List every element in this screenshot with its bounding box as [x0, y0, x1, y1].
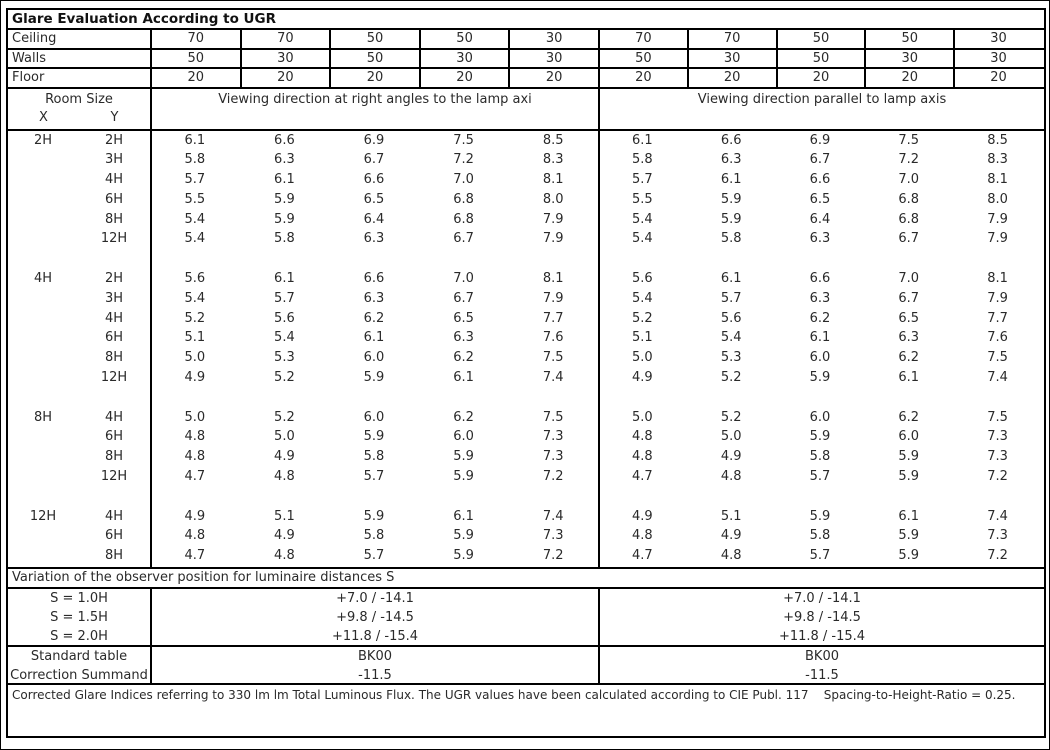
variation-value: +9.8 / -14.5: [783, 609, 861, 625]
ugr-value: 7.5: [987, 350, 1008, 366]
ugr-value: 7.9: [542, 290, 564, 306]
ugr-value: 4.9: [184, 370, 206, 386]
surface-row-label: Ceiling: [12, 31, 57, 46]
summary-block: [8, 645, 1044, 683]
ugr-value: 6.3: [720, 152, 742, 168]
ugr-value: 5.8: [184, 152, 206, 168]
reflectance-value: 70: [150, 30, 240, 48]
ugr-value: 6.5: [363, 191, 385, 207]
ugr-value: 5.9: [898, 548, 920, 564]
ugr-value: 6.2: [809, 310, 831, 326]
room-size-y-value: 8H: [104, 211, 124, 227]
ugr-value: 6.7: [898, 231, 920, 247]
xy-labels: [8, 109, 150, 129]
ugr-value: 7.5: [898, 132, 920, 148]
ugr-value: 6.3: [363, 290, 385, 306]
room-size-y-value: 4H: [104, 508, 124, 524]
reflectance-value: 70: [687, 30, 776, 48]
ugr-value: 5.2: [184, 310, 206, 326]
ugr-value: 7.3: [987, 429, 1008, 445]
room-size-y-value: 6H: [104, 330, 124, 346]
ugr-value: 5.9: [898, 449, 920, 465]
ugr-value: 4.7: [184, 548, 206, 564]
ugr-value: 6.3: [809, 290, 831, 306]
ugr-value: 5.1: [632, 330, 653, 346]
reflectance-value: 20: [419, 69, 509, 87]
ugr-value: 7.4: [987, 508, 1008, 524]
room-size-y-value: 8H: [104, 449, 124, 465]
ugr-value: 5.7: [363, 548, 385, 564]
reflectance-value: 50: [864, 30, 953, 48]
ugr-value: 7.4: [987, 370, 1008, 386]
ugr-value: 7.9: [987, 231, 1008, 247]
room-size-y-value: 3H: [104, 290, 124, 306]
ugr-value: 7.5: [987, 409, 1008, 425]
ugr-value: 5.9: [453, 528, 474, 544]
summary-value: -11.5: [358, 667, 392, 683]
ugr-value: 4.8: [632, 449, 653, 465]
ugr-value: 5.9: [453, 449, 474, 465]
variation-value: +11.8 / -15.4: [778, 629, 866, 645]
ugr-value: 8.1: [987, 271, 1008, 287]
ugr-value: 6.3: [898, 330, 920, 346]
ugr-value: 5.8: [632, 152, 653, 168]
ugr-value: 7.4: [542, 508, 564, 524]
ugr-value: 7.0: [453, 271, 474, 287]
room-size-y-value: 6H: [104, 191, 124, 207]
ugr-value: 5.0: [720, 429, 742, 445]
reflectance-value: 30: [864, 50, 953, 68]
s-distance-label: S = 2.0H: [50, 629, 108, 645]
y-column-label: Y: [110, 109, 119, 125]
summary-value: -11.5: [805, 667, 839, 683]
ugr-value: 4.9: [184, 508, 206, 524]
ugr-value: 6.1: [720, 172, 742, 188]
ugr-value: 5.6: [184, 271, 206, 287]
ugr-value: 4.8: [184, 429, 206, 445]
ugr-value: 5.7: [184, 172, 206, 188]
ugr-value: 5.9: [453, 548, 474, 564]
ugr-value: 5.4: [632, 211, 653, 227]
ugr-value: 5.9: [363, 429, 385, 445]
reflectance-value: 50: [419, 30, 509, 48]
room-size-header: [8, 89, 150, 129]
ugr-value: 6.2: [453, 350, 474, 366]
ugr-value: 7.3: [542, 528, 564, 544]
ugr-value: 6.7: [898, 290, 920, 306]
ugr-value: 5.6: [274, 310, 295, 326]
ugr-value: 4.9: [720, 449, 742, 465]
ugr-value: 4.8: [274, 469, 295, 485]
surface-row: [8, 28, 1044, 48]
ugr-value: 5.4: [632, 290, 653, 306]
ugr-value: 5.6: [632, 271, 653, 287]
ugr-value: 4.8: [720, 548, 742, 564]
ugr-value: 6.7: [453, 231, 474, 247]
room-size-y-value: 6H: [104, 429, 124, 445]
room-size-y-value: 8H: [104, 548, 124, 564]
reflectance-value: 20: [240, 69, 330, 87]
ugr-value: 7.9: [987, 290, 1008, 306]
ugr-value: 5.4: [184, 290, 206, 306]
ugr-value: 6.5: [898, 310, 920, 326]
ugr-value: 5.7: [720, 290, 742, 306]
reflectance-value: 20: [598, 69, 687, 87]
ugr-value: 6.8: [898, 191, 920, 207]
ugr-value: 5.0: [632, 350, 653, 366]
ugr-value: 4.7: [632, 548, 653, 564]
ugr-value: 7.3: [987, 449, 1008, 465]
ugr-table: [6, 8, 1046, 738]
ugr-value: 5.0: [184, 409, 206, 425]
variation-value: +9.8 / -14.5: [336, 609, 414, 625]
ugr-value: 7.5: [453, 132, 474, 148]
ugr-value: 7.2: [987, 548, 1008, 564]
ugr-value: 5.0: [274, 429, 295, 445]
reflectance-value: 20: [864, 69, 953, 87]
ugr-value: 7.7: [542, 310, 564, 326]
ugr-value: 5.9: [809, 508, 831, 524]
surface-reflectance-rows: [8, 28, 1044, 87]
ugr-value: 8.1: [987, 172, 1008, 188]
ugr-data-grid: [8, 131, 1044, 567]
ugr-value: 4.9: [720, 528, 742, 544]
ugr-value: 5.9: [453, 469, 474, 485]
ugr-value: 5.4: [184, 211, 206, 227]
ugr-value: 5.0: [632, 409, 653, 425]
ugr-value: 4.7: [184, 469, 206, 485]
reflectance-value: 70: [240, 30, 330, 48]
ugr-value: 6.8: [453, 211, 474, 227]
ugr-value: 5.2: [720, 409, 742, 425]
ugr-value: 4.8: [184, 449, 206, 465]
ugr-value: 5.9: [274, 211, 295, 227]
ugr-value: 6.0: [898, 429, 920, 445]
ugr-value: 5.2: [274, 370, 295, 386]
viewing-direction-parallel-header: Viewing direction parallel to lamp axis: [598, 89, 1044, 129]
ugr-value: 8.3: [542, 152, 564, 168]
reflectance-value: 20: [329, 69, 419, 87]
reflectance-value: 30: [508, 50, 598, 68]
ugr-value: 7.0: [898, 271, 920, 287]
ugr-value: 6.2: [363, 310, 385, 326]
ugr-value: 4.9: [274, 528, 295, 544]
ugr-value: 7.5: [542, 409, 564, 425]
ugr-value: 6.1: [274, 271, 295, 287]
ugr-value: 5.6: [720, 310, 742, 326]
ugr-value: 6.1: [720, 271, 742, 287]
ugr-value: 5.4: [632, 231, 653, 247]
s-distance-label: S = 1.0H: [50, 590, 108, 606]
ugr-value: 7.6: [542, 330, 564, 346]
ugr-value: 7.0: [898, 172, 920, 188]
ugr-value: 4.9: [274, 449, 295, 465]
ugr-value: 5.5: [632, 191, 653, 207]
ugr-value: 6.2: [898, 350, 920, 366]
ugr-value: 4.7: [632, 469, 653, 485]
room-size-y-value: 12H: [100, 231, 128, 247]
ugr-data-area: [8, 129, 1044, 567]
ugr-value: 5.9: [898, 469, 920, 485]
ugr-value: 5.7: [632, 172, 653, 188]
surface-row-label: Walls: [12, 50, 46, 66]
summary-value: BK00: [805, 648, 839, 664]
ugr-value: 6.9: [363, 132, 385, 148]
variation-values-right-angles: [150, 589, 598, 645]
ugr-value: 7.2: [542, 469, 564, 485]
ugr-value: 6.3: [453, 330, 474, 346]
variation-value: +7.0 / -14.1: [783, 590, 861, 606]
ugr-value: 6.3: [363, 231, 385, 247]
column-divider: [150, 131, 152, 567]
room-size-label: Room Size: [45, 91, 113, 107]
room-size-x-value: 12H: [29, 508, 57, 524]
room-size-y-value: 2H: [104, 271, 124, 287]
ugr-value: 7.2: [898, 152, 920, 168]
ugr-value: 5.9: [274, 191, 295, 207]
ugr-value: 7.5: [542, 350, 564, 366]
room-size-x-value: 2H: [33, 132, 53, 148]
room-size-y-value: 12H: [100, 469, 128, 485]
ugr-value: 5.8: [274, 231, 295, 247]
ugr-value: 6.1: [274, 172, 295, 188]
ugr-value: 5.2: [274, 409, 295, 425]
ugr-value: 8.0: [987, 191, 1008, 207]
ugr-value: 6.0: [809, 350, 831, 366]
room-size-y-value: 6H: [104, 528, 124, 544]
variation-value: +11.8 / -15.4: [331, 629, 419, 645]
surface-row: [8, 67, 1044, 87]
ugr-value: 6.5: [809, 191, 831, 207]
ugr-value: 6.6: [720, 132, 742, 148]
reflectance-value: 50: [598, 50, 687, 68]
ugr-value: 4.8: [720, 469, 742, 485]
ugr-value: 6.6: [274, 132, 295, 148]
room-size-x-value: 4H: [33, 271, 53, 287]
s-distance-label: S = 1.5H: [50, 609, 108, 625]
ugr-value: 7.0: [453, 172, 474, 188]
ugr-value: 5.9: [809, 429, 831, 445]
ugr-value: 4.9: [632, 508, 653, 524]
reflectance-value: 30: [687, 50, 776, 68]
reflectance-value: 20: [776, 69, 865, 87]
ugr-value: 5.8: [809, 449, 831, 465]
ugr-value: 6.1: [632, 132, 653, 148]
reflectance-value: 30: [953, 30, 1042, 48]
ugr-value: 5.5: [184, 191, 206, 207]
ugr-value: 5.2: [632, 310, 653, 326]
ugr-value: 5.4: [274, 330, 295, 346]
ugr-value: 7.7: [987, 310, 1008, 326]
ugr-value: 6.4: [363, 211, 385, 227]
ugr-value: 6.0: [453, 429, 474, 445]
ugr-value: 7.3: [542, 449, 564, 465]
ugr-value: 6.9: [809, 132, 831, 148]
reflectance-value: 30: [240, 50, 330, 68]
ugr-value: 8.1: [542, 172, 564, 188]
ugr-value: 6.1: [809, 330, 831, 346]
reflectance-value: 70: [598, 30, 687, 48]
reflectance-value: 30: [508, 30, 598, 48]
ugr-value: 7.3: [987, 528, 1008, 544]
ugr-value: 5.1: [720, 508, 742, 524]
variation-value: +7.0 / -14.1: [336, 590, 414, 606]
ugr-value: 5.8: [720, 231, 742, 247]
room-size-y-value: 4H: [104, 310, 124, 326]
room-size-y-value: 4H: [104, 409, 124, 425]
ugr-value: 5.8: [809, 528, 831, 544]
ugr-value: 7.9: [987, 211, 1008, 227]
reflectance-value: 20: [508, 69, 598, 87]
ugr-value: 6.6: [809, 172, 831, 188]
group-divider: [598, 131, 600, 567]
ugr-value: 6.6: [363, 271, 385, 287]
ugr-value: 7.2: [453, 152, 474, 168]
ugr-value: 7.3: [542, 429, 564, 445]
reflectance-value: 50: [776, 50, 865, 68]
ugr-value: 4.8: [632, 429, 653, 445]
ugr-value: 5.9: [898, 528, 920, 544]
ugr-value: 6.1: [453, 508, 474, 524]
ugr-value: 6.1: [898, 508, 920, 524]
x-column-label: X: [39, 109, 48, 125]
ugr-value: 5.8: [363, 528, 385, 544]
ugr-value: 6.1: [453, 370, 474, 386]
reflectance-value: 50: [776, 30, 865, 48]
footer-note: Corrected Glare Indices referring to 330 lm lm Total Luminous Flux. The UGR values have been calculated according to CIE Publ. 117 Spacing-to-Height-Ratio = 0.25.: [8, 683, 1044, 736]
ugr-value: 5.9: [720, 211, 742, 227]
ugr-value: 6.0: [363, 350, 385, 366]
room-size-y-value: 8H: [104, 350, 124, 366]
ugr-value: 6.3: [809, 231, 831, 247]
ugr-value: 7.2: [987, 469, 1008, 485]
ugr-value: 5.1: [274, 508, 295, 524]
ugr-value: 7.4: [542, 370, 564, 386]
ugr-value: 5.9: [363, 370, 385, 386]
ugr-value: 6.6: [809, 271, 831, 287]
room-size-y-value: 12H: [100, 370, 128, 386]
ugr-value: 5.8: [363, 449, 385, 465]
reflectance-value: 50: [150, 50, 240, 68]
ugr-value: 5.3: [720, 350, 742, 366]
ugr-value: 6.2: [898, 409, 920, 425]
reflectance-value: 20: [953, 69, 1042, 87]
reflectance-value: 50: [329, 50, 419, 68]
surface-row: [8, 48, 1044, 68]
reflectance-value: 20: [150, 69, 240, 87]
ugr-value: 6.3: [274, 152, 295, 168]
ugr-value: 5.0: [184, 350, 206, 366]
ugr-value: 6.1: [898, 370, 920, 386]
reflectance-value: 50: [329, 30, 419, 48]
ugr-value: 7.6: [987, 330, 1008, 346]
ugr-value: 6.2: [453, 409, 474, 425]
variation-values-parallel: [598, 589, 1044, 645]
ugr-value: 8.1: [542, 271, 564, 287]
observer-variation-block: [8, 587, 1044, 645]
ugr-value: 6.7: [809, 152, 831, 168]
ugr-value: 5.7: [274, 290, 295, 306]
ugr-value: 5.2: [720, 370, 742, 386]
reflectance-value: 30: [953, 50, 1042, 68]
ugr-value: 8.0: [542, 191, 564, 207]
viewing-direction-right-angles-header: Viewing direction at right angles to the lamp axi: [150, 89, 598, 129]
ugr-value: 4.8: [274, 548, 295, 564]
room-size-y-value: 4H: [104, 172, 124, 188]
ugr-value: 7.2: [542, 548, 564, 564]
ugr-value: 6.7: [453, 290, 474, 306]
ugr-value: 5.9: [720, 191, 742, 207]
ugr-value: 5.4: [184, 231, 206, 247]
summary-values-parallel: [598, 647, 1044, 683]
table-title: Glare Evaluation According to UGR: [12, 11, 276, 27]
ugr-value: 6.5: [453, 310, 474, 326]
ugr-value: 6.8: [898, 211, 920, 227]
ugr-value: 6.8: [453, 191, 474, 207]
column-header-row: [8, 87, 1044, 129]
ugr-value: 5.3: [274, 350, 295, 366]
room-size-y-value: 3H: [104, 152, 124, 168]
summary-label: Standard table: [30, 648, 128, 664]
ugr-value: 6.1: [363, 330, 385, 346]
ugr-value: 5.7: [809, 548, 831, 564]
ugr-value: 7.9: [542, 231, 564, 247]
ugr-value: 5.4: [720, 330, 742, 346]
ugr-value: 8.5: [542, 132, 564, 148]
summary-labels: [8, 647, 150, 683]
ugr-value: 5.7: [809, 469, 831, 485]
s-distance-labels: [8, 589, 150, 645]
variation-title: Variation of the observer position for luminaire distances S: [8, 567, 1044, 587]
summary-label: Correction Summand: [10, 667, 148, 683]
ugr-value: 6.1: [184, 132, 206, 148]
ugr-value: 6.0: [363, 409, 385, 425]
summary-values-right-angles: [150, 647, 598, 683]
ugr-value: 5.9: [809, 370, 831, 386]
reflectance-value: 30: [419, 50, 509, 68]
ugr-value: 6.4: [809, 211, 831, 227]
summary-value: BK00: [358, 648, 392, 664]
ugr-value: 4.8: [184, 528, 206, 544]
reflectance-value: 20: [687, 69, 776, 87]
surface-row-label: Floor: [12, 70, 45, 85]
ugr-value: 6.0: [809, 409, 831, 425]
ugr-value: 4.9: [632, 370, 653, 386]
ugr-value: 4.8: [632, 528, 653, 544]
room-size-x-value: 8H: [33, 409, 53, 425]
ugr-value: 8.5: [987, 132, 1008, 148]
room-size-y-value: 2H: [104, 132, 124, 148]
ugr-value: 5.9: [363, 508, 385, 524]
ugr-value: 7.9: [542, 211, 564, 227]
ugr-value: 6.6: [363, 172, 385, 188]
ugr-value: 5.7: [363, 469, 385, 485]
ugr-value: 8.3: [987, 152, 1008, 168]
ugr-value: 5.1: [184, 330, 206, 346]
ugr-value: 6.7: [363, 152, 385, 168]
